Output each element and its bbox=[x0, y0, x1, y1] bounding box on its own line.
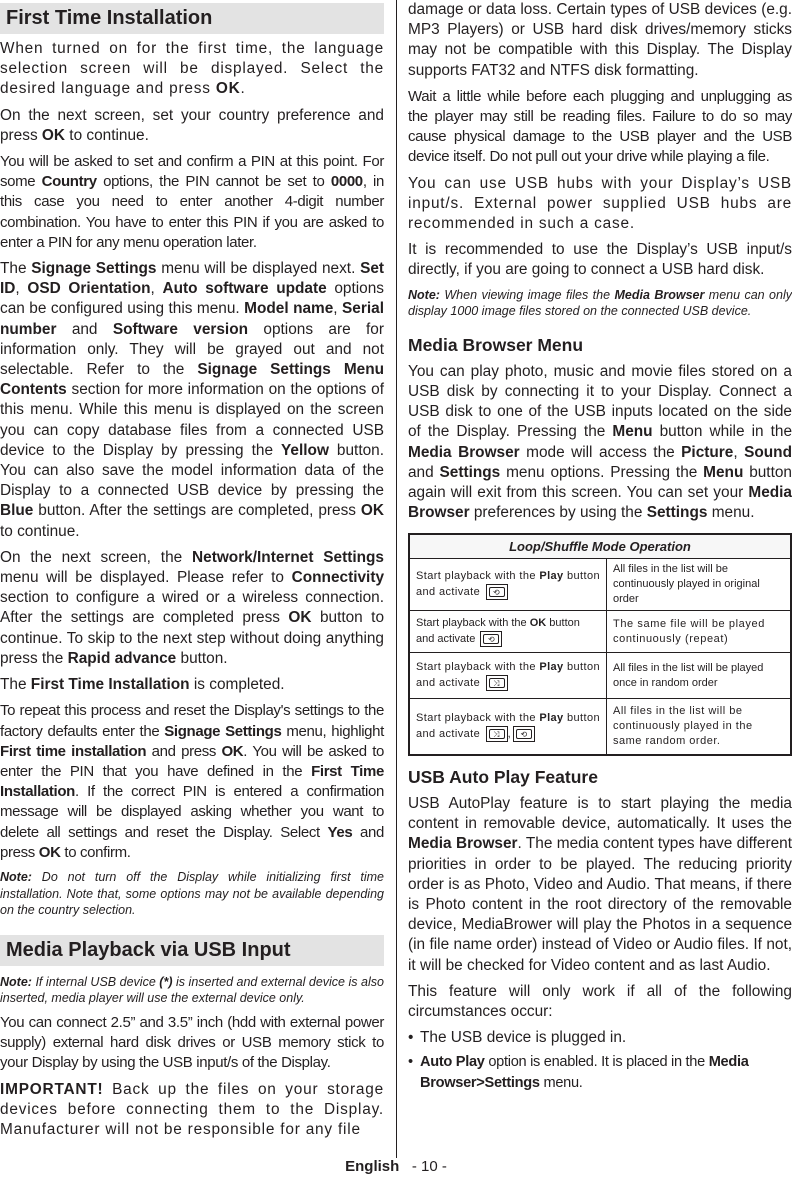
paragraph: You can play photo, music and movie files stored on a USB disk by connecting it to your Display. Connect a USB disk to one of the USB inputs located on the side of the Display. Pressing the Menu button while in the Media Browser mode will access the Picture, Sound and Settings menu options. Pressing the Menu button again will exit from this screen. You can set your Media Browser preferences by using the Settings menu. bbox=[408, 362, 792, 522]
table-header: Loop/Shuffle Mode Operation bbox=[409, 534, 791, 559]
list-item: • The USB device is plugged in. bbox=[408, 1029, 627, 1047]
paragraph: You can use USB hubs with your Display’s USB input/s. External power supplied USB hubs are recommended in such a case. bbox=[408, 174, 792, 233]
left-column bbox=[0, 0, 384, 1140]
table-row bbox=[409, 559, 791, 611]
paragraph: You can connect 2.5” and 3.5” inch (hdd with external power supply) external hard disk drives or USB memory stick to your Display by using the USB input/s of the Display. bbox=[0, 1013, 384, 1072]
paragraph: The First Time Installation is completed. bbox=[0, 676, 285, 694]
table-cell: Start playback with the Play button and activate ⤨ bbox=[409, 653, 607, 699]
table-cell: The same file will be played continuously (repeat) bbox=[607, 611, 792, 653]
paragraph: The Signage Settings menu will be displayed next. Set ID, OSD Orientation, Auto software update options can be configured using this menu. Model name, Serial number and Software version options are for information only. They will be grayed out and not selectable. Refer to the Signage Settings Menu Contents section for more information on the options of this menu. While this menu is displayed on the screen you can copy database files from a connected USB device to the Display by pressing the Yellow button. You can also save the model information data of the Display to a connected USB device by pressing the Blue button. After the settings are completed, press OK to continue. bbox=[0, 260, 385, 540]
paragraph: damage or data loss. Certain types of USB devices (e.g. MP3 Players) or USB hard disk drives/memory sticks may not be compatible with this Display. The Display supports FAT32 and NTFS disk formatting. bbox=[408, 1, 792, 79]
loop-icon: ⟲ bbox=[480, 631, 502, 647]
paragraph: When turned on for the first time, the language selection screen will be displayed. Select the desired language and press OK. bbox=[0, 40, 384, 98]
page-footer: English - 10 - bbox=[345, 1158, 447, 1175]
table-row bbox=[409, 699, 791, 755]
shuffle-icon: ⤨ bbox=[486, 726, 508, 742]
section-title-media-playback: Media Playback via USB Input bbox=[0, 935, 384, 966]
table-cell: Start playback with the Play button and activate ⟲ bbox=[409, 559, 607, 611]
paragraph: On the next screen, set your country preference and press OK to continue. bbox=[0, 106, 384, 144]
column-divider bbox=[396, 0, 397, 1158]
note: Note: Do not turn off the Display while initializing first time installation. Note that, some options may not be available depending on the country selection. bbox=[0, 869, 384, 918]
paragraph: Wait a little while before each plugging and unplugging as the player may still be reading files. Failure to do so may cause physical damage to the USB player and the USB device itself. Do not pull out your drive while playing a file. bbox=[408, 87, 792, 166]
heading-media-browser-menu: Media Browser Menu bbox=[408, 334, 584, 355]
table-row bbox=[409, 611, 791, 653]
table-cell: Start playback with the Play button and activate ⤨ , ⟲ bbox=[409, 699, 607, 755]
loop-icon: ⟲ bbox=[513, 726, 535, 742]
paragraph: On the next screen, the Network/Internet Settings menu will be displayed. Please refer to Connectivity section to configure a wired or a wireless connection. After the settings are completed press OK button to continue. To skip to the next step without doing anything press the Rapid advance button. bbox=[0, 548, 385, 667]
section-title-first-time-installation: First Time Installation bbox=[0, 3, 384, 34]
paragraph: USB AutoPlay feature is to start playing the media content in removable device, automatically. It uses the Media Browser. The media content types have different priorities in order to be played. The reducing priority order is as Photo, Video and Audio. That means, if there is Photo content in the root directory of the removable device, MediaBrower will play the Photos in a sequence (in file name order) instead of Video or Audio files. If not, it will be checked for Video content and as last Audio. bbox=[408, 794, 792, 974]
loop-shuffle-table bbox=[408, 533, 792, 756]
paragraph: To repeat this process and reset the Display's settings to the factory defaults enter the Signage Settings menu, highlight First time installation and press OK. You will be asked to enter the PIN that you have defined in the First Time Installation. If the correct PIN is entered a confirmation message will be displayed asking whether you want to delete all settings and reset the Display. Select Yes and press OK to confirm. bbox=[0, 702, 384, 861]
paragraph: It is recommended to use the Display’s USB input/s directly, if you are going to connect a USB hard disk. bbox=[408, 241, 792, 279]
paragraph: IMPORTANT! Back up the files on your storage devices before connecting them to the Display. Manufacturer will not be responsible for any file bbox=[0, 1080, 384, 1138]
right-column bbox=[408, 0, 792, 1093]
table-row bbox=[409, 653, 791, 699]
table-cell: All files in the list will be continuously played in the same random order. bbox=[607, 699, 792, 755]
shuffle-icon: ⤨ bbox=[486, 675, 508, 691]
table-cell: All files in the list will be continuously played in original order bbox=[607, 559, 792, 611]
list-item: • Auto Play option is enabled. It is placed in the Media Browser>Settings menu. bbox=[408, 1054, 749, 1091]
note: Note: If internal USB device (*) is inserted and external device is also inserted, media player will use the external device only. bbox=[0, 974, 384, 1006]
heading-usb-auto-play: USB Auto Play Feature bbox=[408, 766, 598, 787]
loop-icon: ⟲ bbox=[486, 584, 508, 600]
table-cell: Start playback with the OK button and activate ⟲ bbox=[409, 611, 607, 653]
note: Note: When viewing image files the Media Browser menu can only display 1000 image files stored on the connected USB device. bbox=[408, 287, 792, 319]
table-cell: All files in the list will be played once in random order bbox=[607, 653, 792, 699]
paragraph: You will be asked to set and confirm a PIN at this point. For some Country options, the PIN cannot be set to 0000, in this case you need to enter another 4-digit number combination. You have to enter this PIN if you are asked to enter a PIN for any menu operation later. bbox=[0, 153, 384, 251]
paragraph: This feature will only work if all of the following circumstances occur: bbox=[408, 982, 792, 1020]
